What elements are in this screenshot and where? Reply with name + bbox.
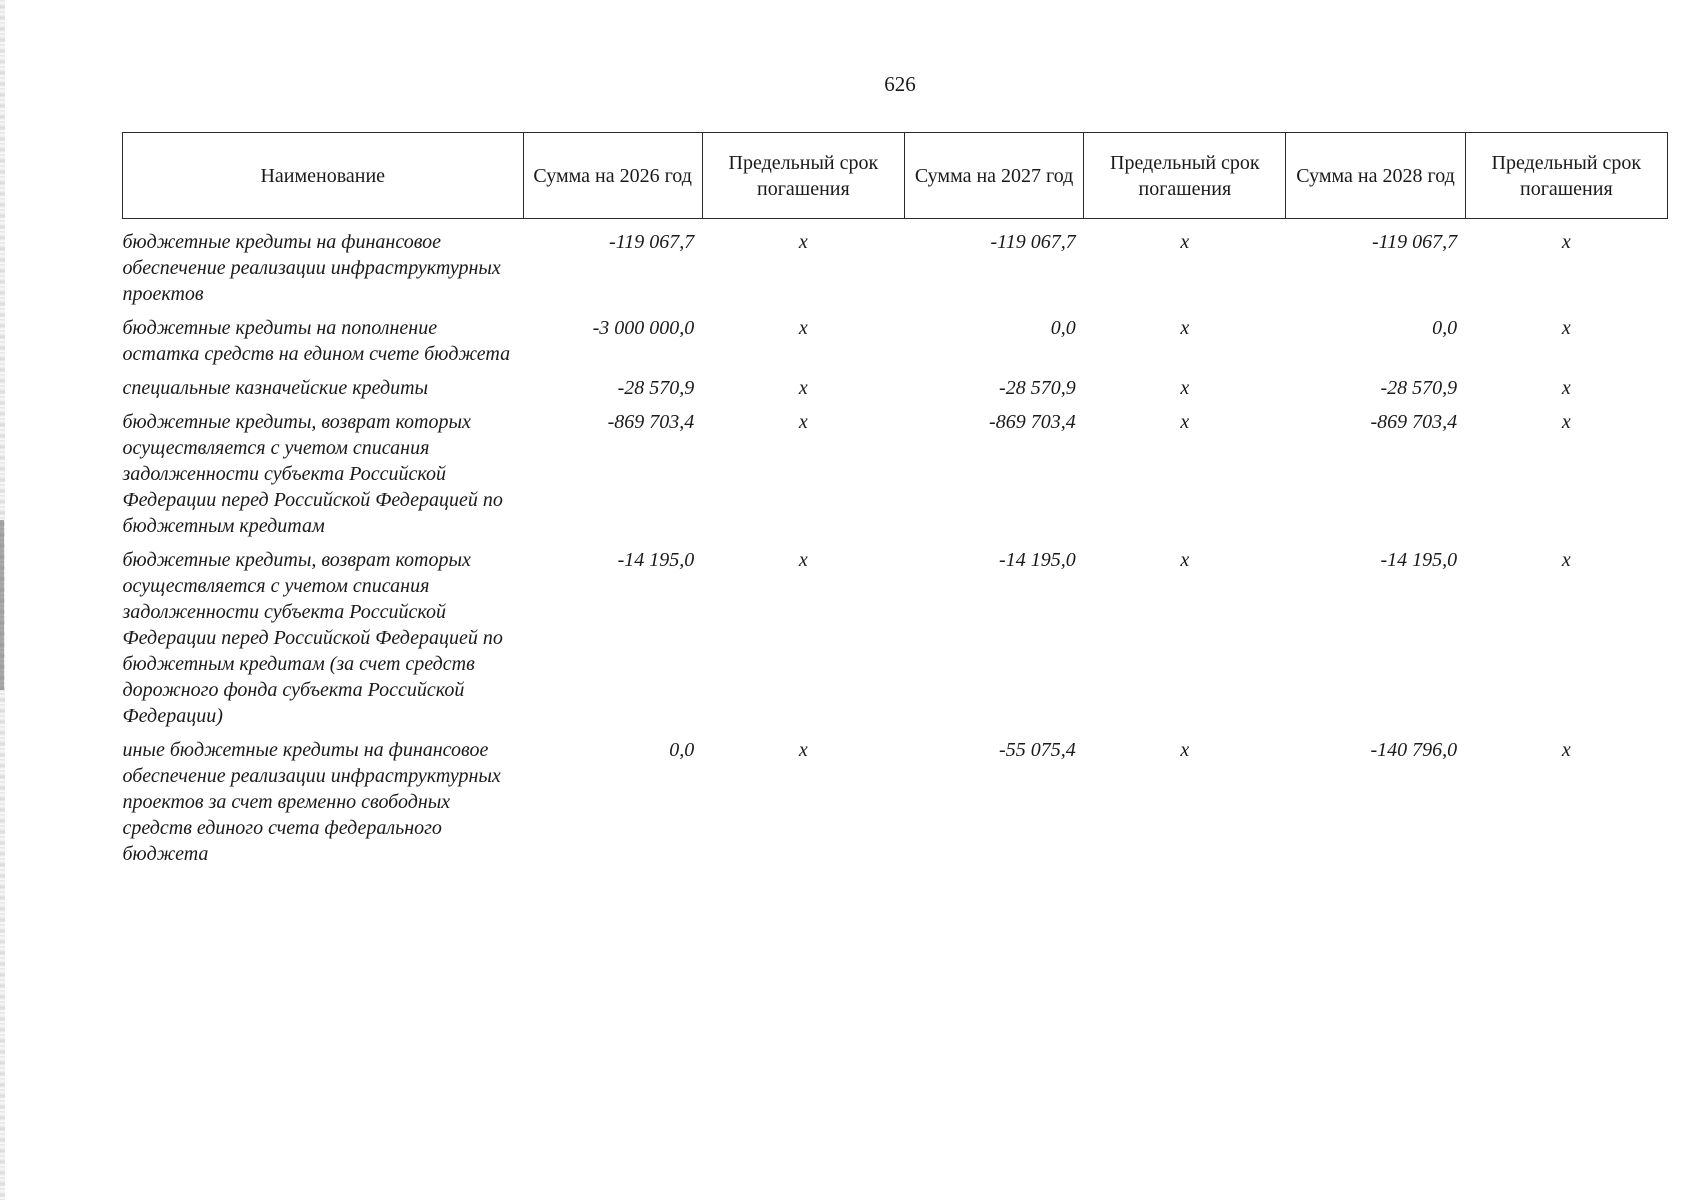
table-row — [123, 315, 1668, 375]
scan-edge-mark — [0, 520, 4, 690]
row-term-2026: x — [798, 377, 808, 399]
row-name: бюджетные кредиты, возврат которых осуществляется с учетом списания задолженности субъекта Российской Федерации перед Российской Федерацией по бюджетным кредитам (за счет средств дорожного фонда субъекта Российской Федерации) — [122, 549, 503, 727]
row-term-2026: x — [798, 739, 808, 761]
row-sum-2026: -3 000 000,0 — [592, 317, 695, 339]
table-row — [123, 375, 1668, 409]
row-name: специальные казначейские кредиты — [122, 377, 429, 399]
table-row — [123, 737, 1668, 875]
row-sum-2026: -28 570,9 — [617, 377, 695, 399]
row-term-2027: x — [1180, 317, 1190, 339]
row-term-2026: x — [798, 231, 808, 253]
row-term-2027: x — [1180, 739, 1190, 761]
header-sum-2028: Сумма на 2028 год — [1286, 133, 1465, 219]
budget-credits-table — [122, 132, 1668, 875]
header-sum-2026: Сумма на 2026 год — [523, 133, 702, 219]
row-term-2026: x — [798, 549, 808, 571]
budget-table-container — [122, 132, 1668, 875]
row-term-2027: x — [1180, 377, 1190, 399]
row-term-2028: x — [1561, 231, 1571, 253]
header-term-2027: Предельный срок погашения — [1084, 133, 1286, 219]
row-sum-2027: 0,0 — [1050, 317, 1076, 339]
row-sum-2028: -28 570,9 — [1380, 377, 1458, 399]
row-term-2026: x — [798, 411, 808, 433]
row-sum-2028: -119 067,7 — [1371, 231, 1458, 253]
row-sum-2028: -14 195,0 — [1380, 549, 1458, 571]
page-number: 626 — [884, 72, 916, 96]
row-sum-2026: 0,0 — [669, 739, 695, 761]
row-sum-2028: -140 796,0 — [1370, 739, 1458, 761]
row-sum-2026: -119 067,7 — [609, 231, 695, 253]
row-term-2028: x — [1561, 411, 1571, 433]
row-sum-2027: -55 075,4 — [999, 739, 1076, 761]
row-term-2028: x — [1561, 549, 1571, 571]
row-name: иные бюджетные кредиты на финансовое обеспечение реализации инфраструктурных проектов за счет временно свободных средств единого счета федерального бюджета — [122, 739, 501, 865]
header-sum-2027: Сумма на 2027 год — [904, 133, 1083, 219]
row-term-2027: x — [1180, 231, 1190, 253]
row-term-2026: x — [798, 317, 808, 339]
row-term-2028: x — [1561, 377, 1571, 399]
header-term-2026: Предельный срок погашения — [702, 133, 904, 219]
row-name: бюджетные кредиты, возврат которых осуществляется с учетом списания задолженности субъекта Российской Федерации перед Российской Федерацией по бюджетным кредитам — [122, 411, 503, 537]
row-sum-2027: -14 195,0 — [999, 549, 1076, 571]
table-row — [123, 219, 1668, 316]
row-sum-2028: 0,0 — [1432, 317, 1458, 339]
table-row — [123, 547, 1668, 737]
row-term-2028: x — [1561, 317, 1571, 339]
row-term-2028: x — [1561, 739, 1571, 761]
row-sum-2027: -119 067,7 — [990, 231, 1076, 253]
row-sum-2027: -28 570,9 — [999, 377, 1076, 399]
row-sum-2027: -869 703,4 — [989, 411, 1076, 433]
row-sum-2026: -14 195,0 — [617, 549, 695, 571]
header-term-2028: Предельный срок погашения — [1465, 133, 1667, 219]
row-name: бюджетные кредиты на пополнение остатка средств на едином счете бюджета — [122, 317, 511, 365]
header-name: Наименование — [123, 133, 524, 219]
row-term-2027: x — [1180, 549, 1190, 571]
row-sum-2028: -869 703,4 — [1370, 411, 1458, 433]
table-row — [123, 409, 1668, 547]
table-header-row — [123, 133, 1668, 219]
row-term-2027: x — [1180, 411, 1190, 433]
row-name: бюджетные кредиты на финансовое обеспечение реализации инфраструктурных проектов — [122, 231, 501, 305]
row-sum-2026: -869 703,4 — [607, 411, 695, 433]
